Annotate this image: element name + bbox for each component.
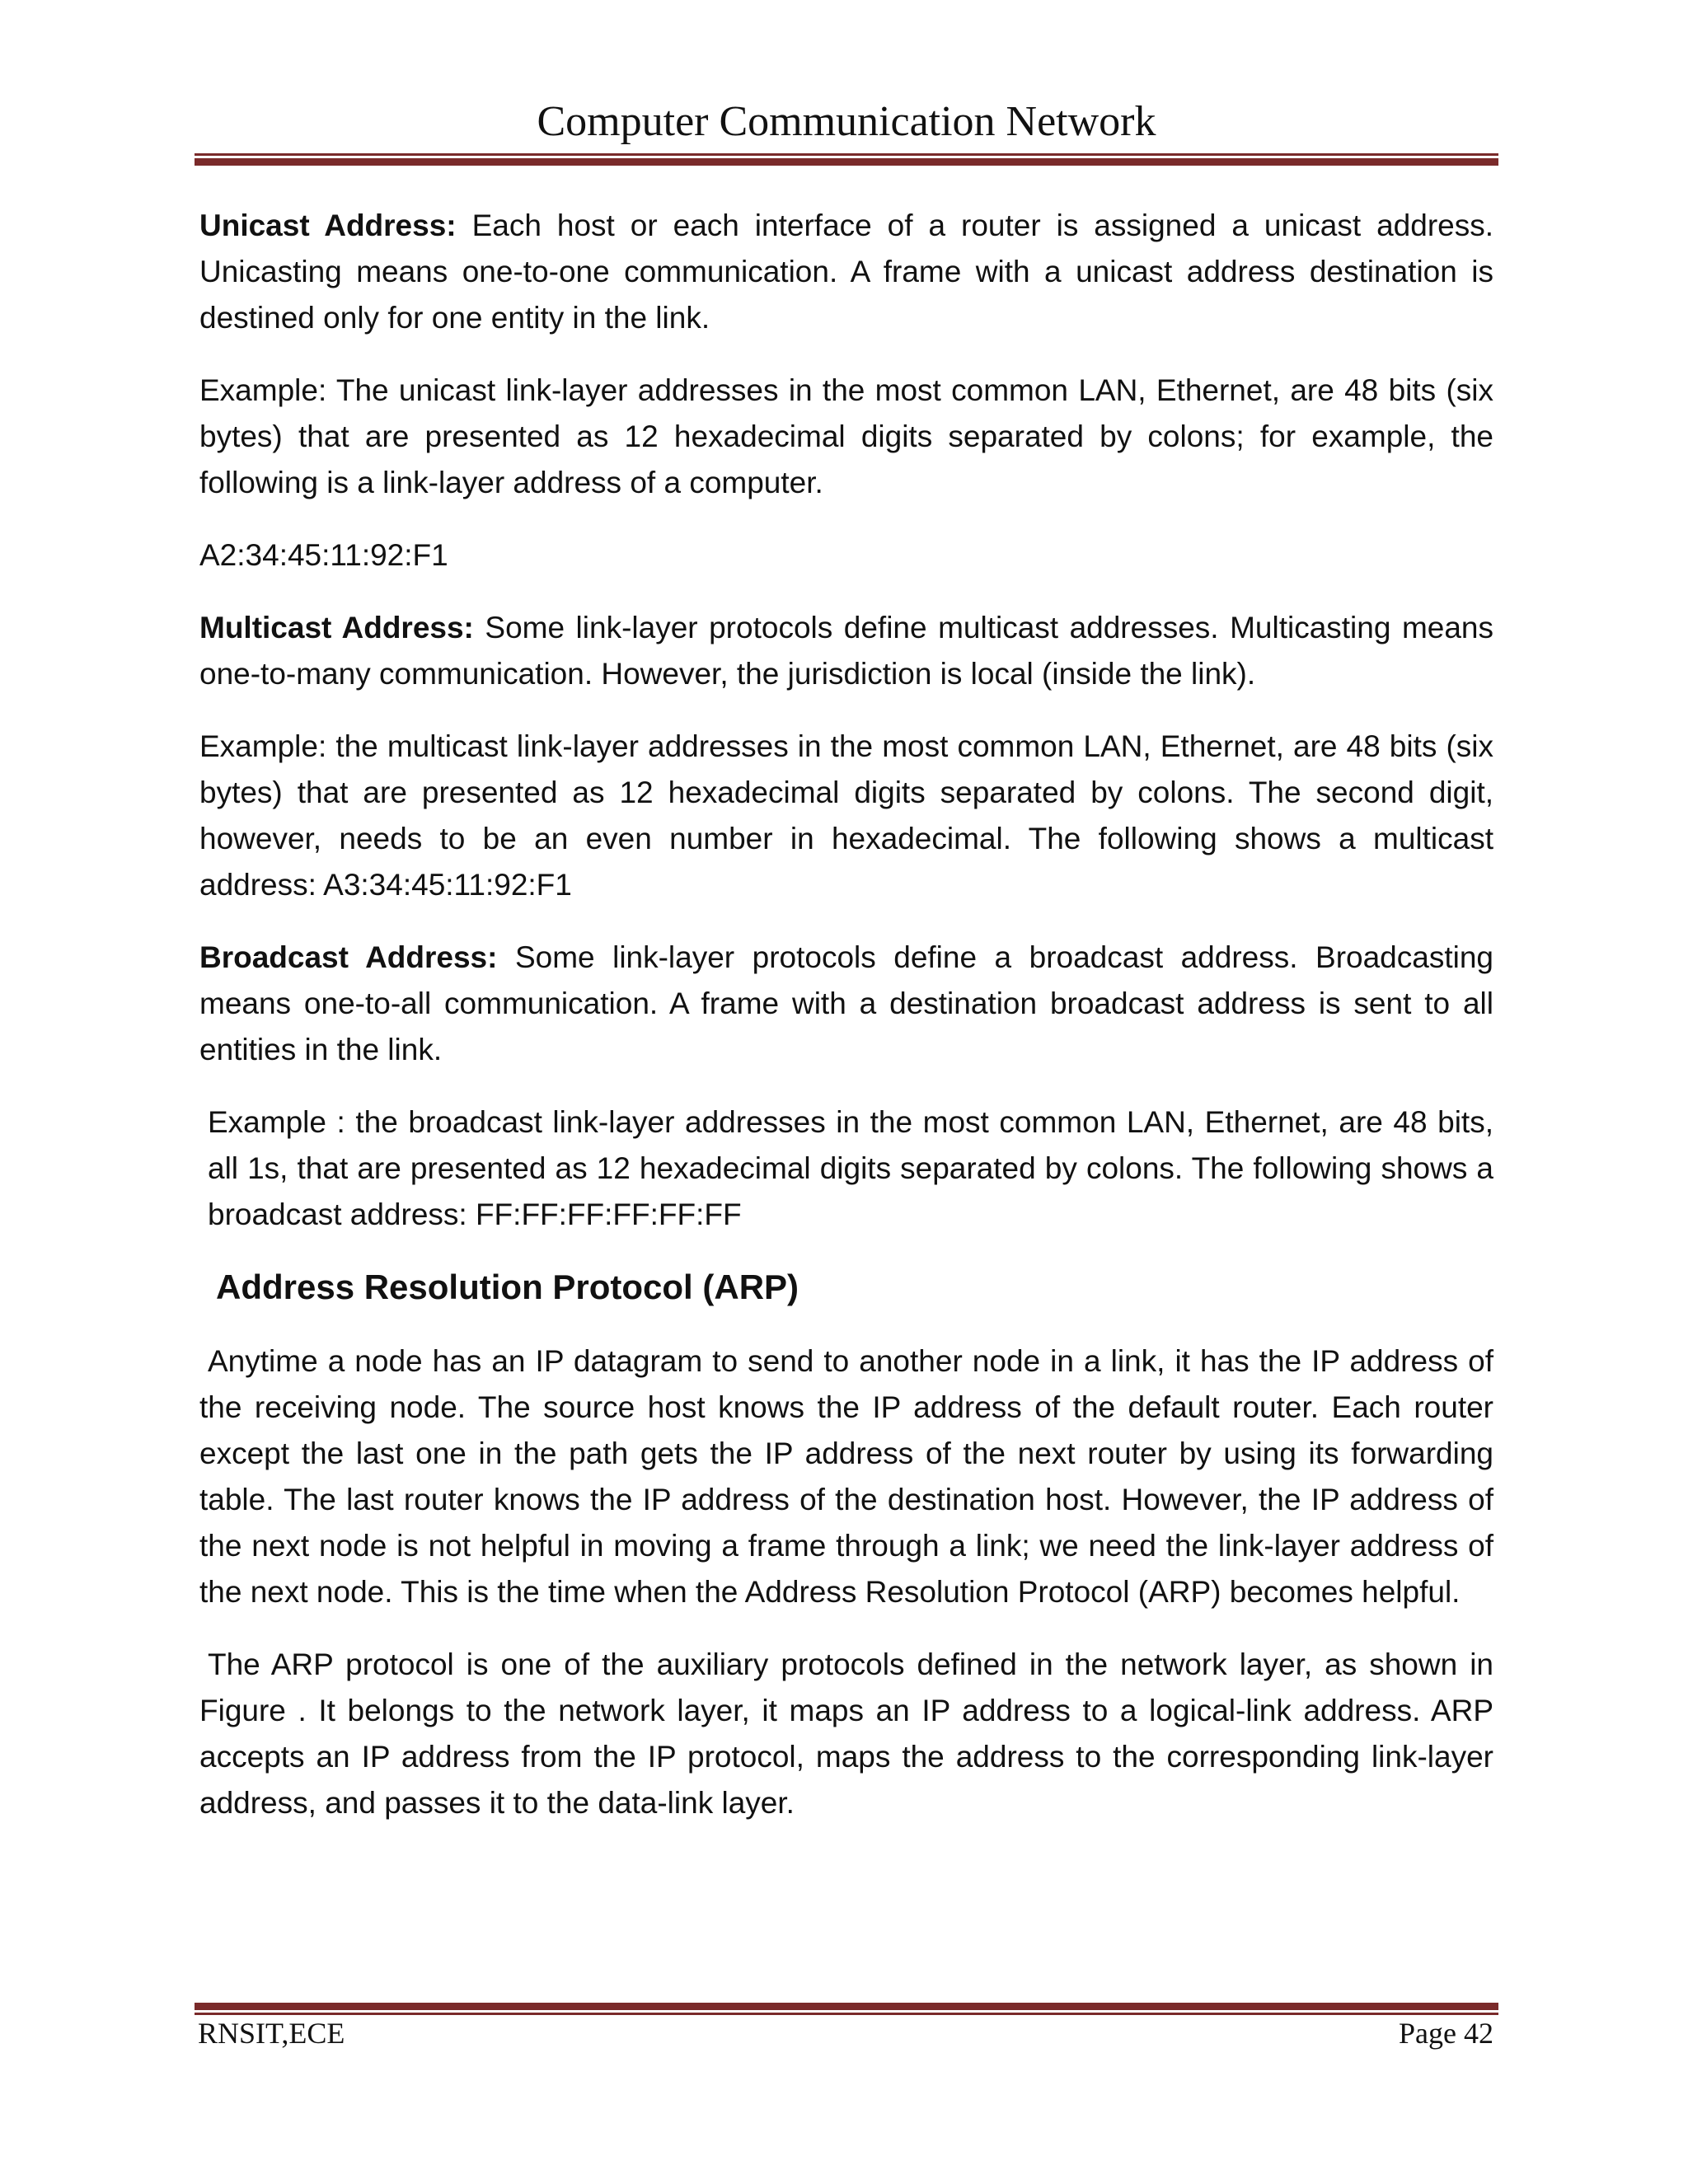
page-content	[199, 203, 1493, 1853]
arp-section-heading: Address Resolution Protocol (ARP)	[216, 1268, 799, 1306]
footer-page-number: Page 42	[1399, 2017, 1493, 2050]
page-header-title: Computer Communication Network	[537, 98, 1156, 145]
multicast-text: Some link-layer protocols define multicast addresses. Multicasting means one-to-many communication. However, the jurisdiction is local (inside the link).	[199, 611, 1493, 691]
multicast-example-paragraph: Example: the multicast link-layer addresses in the most common LAN, Ethernet, are 48 bits (six bytes) that are presented as 12 hexadecimal digits separated by colons. The second digit, however, needs to be an even number in hexadecimal. The following shows a multicast address: A3:34:45:11:92:F1	[199, 729, 1493, 902]
header-rule	[195, 153, 1498, 166]
multicast-paragraph	[199, 605, 1493, 697]
unicast-address: A2:34:45:11:92:F1	[199, 538, 448, 572]
footer-rule	[195, 2003, 1498, 2015]
unicast-paragraph	[199, 203, 1493, 341]
broadcast-text: Some link-layer protocols define a broadcast address. Broadcasting means one-to-all communication. A frame with a destination broadcast address is sent to all entities in the link.	[199, 940, 1493, 1066]
unicast-example-paragraph: Example: The unicast link-layer addresses in the most common LAN, Ethernet, are 48 bits (six bytes) that are presented as 12 hexadecimal digits separated by colons; for example, the following is a link-layer address of a computer.	[199, 373, 1493, 499]
unicast-label: Unicast Address:	[199, 209, 457, 242]
broadcast-paragraph	[199, 935, 1493, 1073]
broadcast-example-paragraph: Example : the broadcast link-layer addresses in the most common LAN, Ethernet, are 48 bits, all 1s, that are presented as 12 hexadecimal digits separated by colons. The following shows a broadcast address: FF:FF:FF:FF:FF:FF	[208, 1105, 1493, 1231]
arp-paragraph-2: The ARP protocol is one of the auxiliary protocols defined in the network layer, as shown in Figure . It belongs to the network layer, it maps an IP address to a logical-link address. ARP accepts an IP address from the IP protocol, maps the address to the corresponding link-layer address, and passes it to the data-link layer.	[199, 1647, 1493, 1820]
multicast-label: Multicast Address:	[199, 611, 474, 644]
unicast-text: Each host or each interface of a router is assigned a unicast address. Unicasting means one-to-one communication. A frame with a unicast address destination is destined only for one entity in the link.	[199, 209, 1494, 335]
arp-paragraph-1: Anytime a node has an IP datagram to send to another node in a link, it has the IP address of the receiving node. The source host knows the IP address of the default router. Each router except the last one in the path gets the IP address of the next router by using its forwarding table. The last router knows the IP address of the destination host. However, the IP address of the next node is not helpful in moving a frame through a link; we need the link-layer address of the next node. This is the time when the Address Resolution Protocol (ARP) becomes helpful.	[199, 1344, 1493, 1609]
broadcast-label: Broadcast Address:	[199, 940, 498, 974]
footer-institution: RNSIT,ECE	[198, 2017, 345, 2050]
